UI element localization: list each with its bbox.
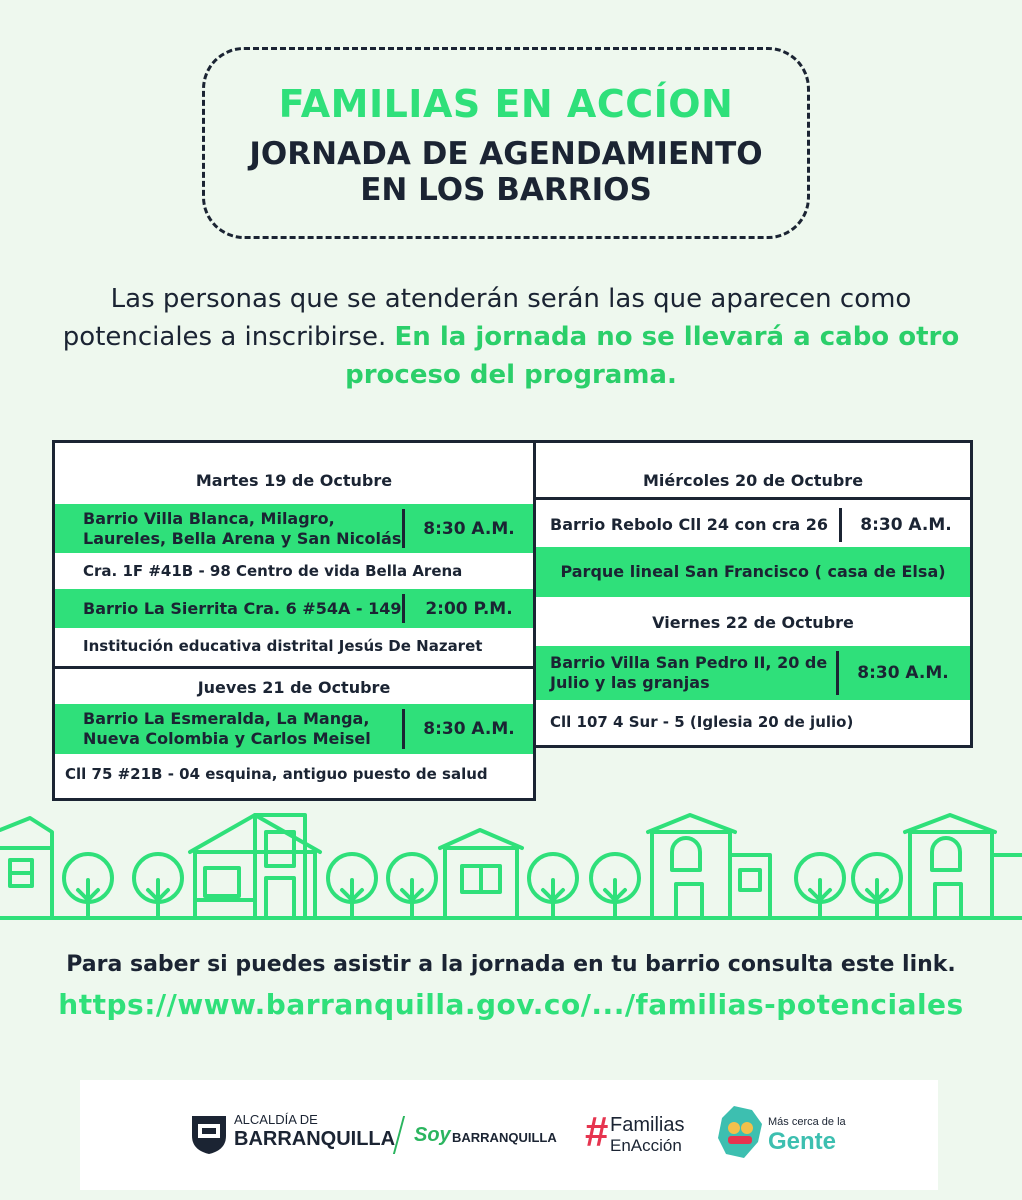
schedule-row [55, 704, 533, 754]
slot-address: Cra. 1F #41B - 98 Centro de vida Bella Arena [83, 562, 463, 580]
title-box [202, 47, 810, 239]
divider [536, 497, 970, 500]
tree-icon [64, 854, 112, 918]
house-icon [905, 815, 1022, 918]
address-row [536, 547, 970, 597]
slot-place: Barrio La Esmeralda, La Manga, Nueva Colombia y Carlos Meisel [83, 709, 371, 748]
enaccion-label: EnAcción [610, 1136, 682, 1155]
slot-time: 8:30 A.M. [857, 663, 949, 683]
tree-icon [328, 854, 376, 918]
slot-address: Institución educativa distrital Jesús De Nazaret [83, 637, 483, 655]
slot-address: Cll 75 #21B - 04 esquina, antiguo puesto de salud [65, 765, 488, 783]
tree-icon [591, 854, 639, 918]
house-icon [648, 815, 770, 918]
intro-text: Las personas que se atenderán serán las que aparecen como potenciales a inscribirse. [62, 284, 912, 352]
slot-place: Barrio La Sierrita Cra. 6 #54A - 149 [83, 598, 402, 618]
house-icon [440, 830, 522, 918]
house-icon [0, 818, 52, 918]
day-label-miercoles: Miércoles 20 de Octubre [642, 471, 864, 490]
slot-address: Parque lineal San Francisco ( casa de Elsa) [560, 562, 946, 581]
slot-address: Cll 107 4 Sur - 5 (Iglesia 20 de julio) [550, 713, 854, 731]
soy-city: BARRANQUILLA [452, 1130, 557, 1145]
soy-label: Soy [414, 1124, 451, 1146]
slot-place: Barrio Villa Blanca, Milagro, Laureles, Bella Arena y San Nicolás [83, 508, 402, 548]
slot-time: 8:30 A.M. [860, 515, 952, 535]
slot-time: 8:30 A.M. [423, 518, 515, 539]
coat-of-arms-icon [188, 1110, 230, 1156]
houses-illustration [0, 800, 1022, 930]
divider [55, 666, 533, 669]
familias-label: Familias [610, 1114, 685, 1136]
day-label-viernes: Viernes 22 de Octubre [652, 613, 854, 632]
consult-link[interactable]: https://www.barranquilla.gov.co/.../familias-potenciales [58, 988, 964, 1021]
consult-question: Para saber si puedes asistir a la jornada en tu barrio consulta este link. [66, 952, 956, 977]
slot-place: Barrio Villa San Pedro II, 20 de Julio y las granjas [550, 653, 828, 692]
gente-map-icon [714, 1104, 766, 1160]
event-title-line2: EN LOS BARRIOS [360, 172, 652, 208]
alcaldia-label: ALCALDÍA DE [234, 1112, 318, 1127]
tree-icon [529, 854, 577, 918]
house-icon [190, 815, 320, 918]
logos-bar [80, 1080, 938, 1190]
alcaldia-city: BARRANQUILLA [234, 1128, 396, 1150]
slot-time: 2:00 P.M. [425, 598, 513, 619]
intro-paragraph [60, 280, 962, 394]
gente-tagline: Más cerca de la [768, 1116, 846, 1128]
schedule-panel-left [52, 440, 536, 801]
intro-highlight: En la jornada no se llevará a cabo otro proceso del programa. [345, 322, 960, 390]
schedule-panel-right [533, 440, 973, 748]
tree-icon [853, 854, 901, 918]
day-label-jueves: Jueves 21 de Octubre [197, 678, 391, 697]
day-label-martes: Martes 19 de Octubre [195, 471, 393, 490]
hashtag-icon: # [585, 1108, 609, 1155]
tree-icon [134, 854, 182, 918]
schedule-row [536, 646, 970, 700]
schedule-row [55, 589, 533, 628]
gente-label: Gente [768, 1128, 837, 1155]
tree-icon [388, 854, 436, 918]
schedule-row [536, 503, 970, 547]
program-title: FAMILIAS EN ACCÍON [278, 82, 734, 126]
tree-icon [796, 854, 844, 918]
slot-place: Barrio Rebolo Cll 24 con cra 26 [550, 515, 829, 534]
slot-time: 8:30 A.M. [423, 719, 515, 739]
schedule-row [55, 504, 533, 553]
event-title-line1: JORNADA DE AGENDAMIENTO [249, 136, 763, 172]
